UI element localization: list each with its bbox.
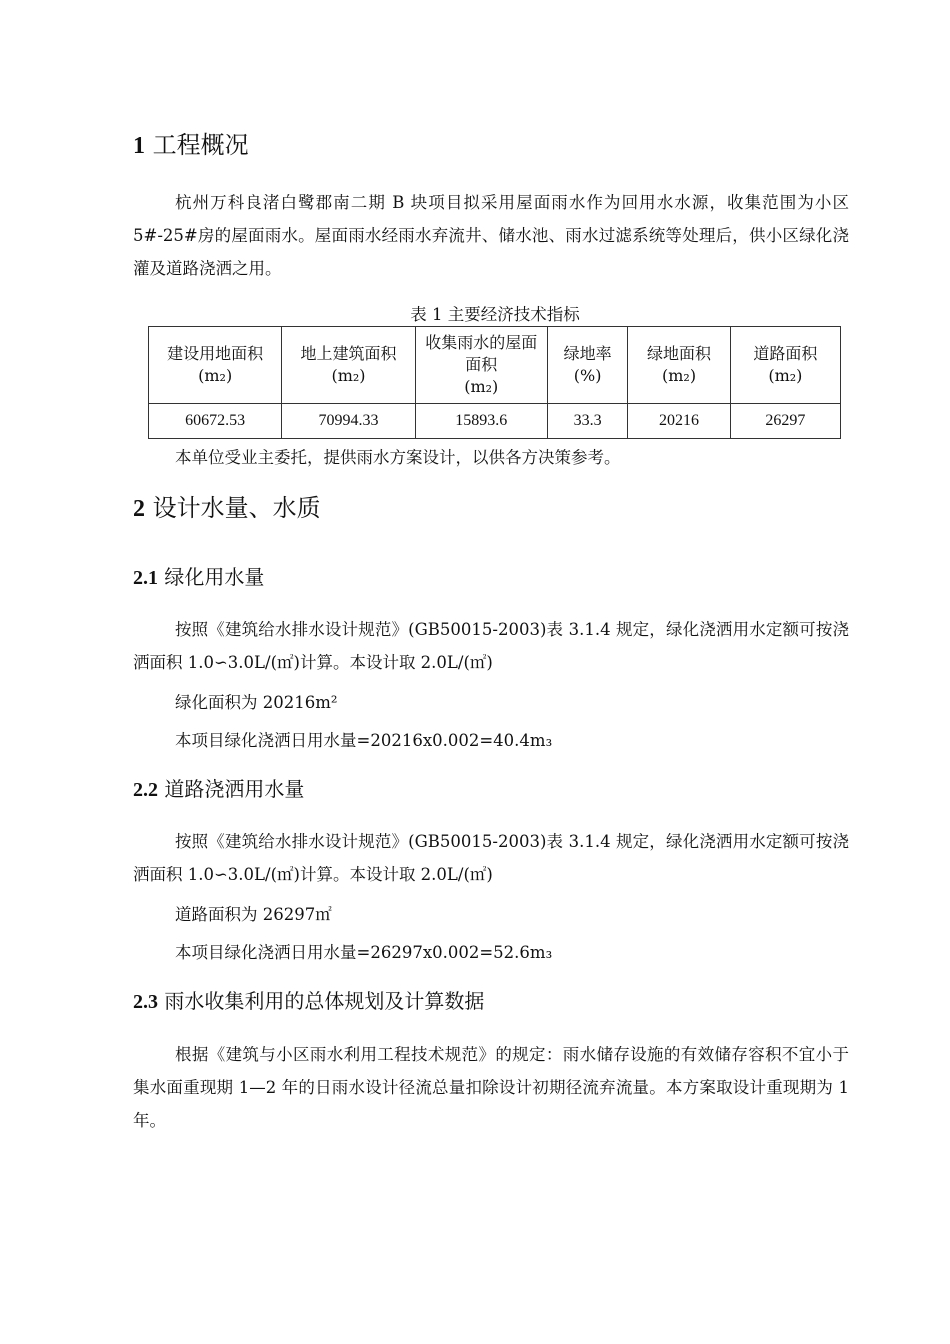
road-water-line: 本项目绿化浇洒日用水量=26297x0.002=52.6m₃	[175, 943, 553, 962]
header-unit: (%)	[573, 366, 602, 385]
green-area-line: 绿化面积为 20216m²	[175, 693, 338, 712]
table-header-cell	[282, 327, 415, 404]
header-unit: (m₂)	[331, 366, 366, 385]
table-cell: 60672.53	[149, 404, 282, 439]
section-2-heading	[133, 493, 321, 524]
table-header-cell	[628, 327, 730, 404]
table-caption: 表 1 主要经济技术指标	[410, 305, 580, 324]
table-row	[149, 404, 841, 439]
table-cell: 70994.33	[282, 404, 415, 439]
section-2-3-paragraph: 根据《建筑与小区雨水利用工程技术规范》的规定：雨水储存设施的有效储存容积不宜小于集水面重现期 1—2 年的日雨水设计径流总量扣除设计初期径流弃流量。本方案取设计重现期为 1 年。	[133, 1045, 849, 1130]
table-cell: 20216	[628, 404, 730, 439]
section-2-1-paragraph: 按照《建筑给水排水设计规范》(GB50015-2003)表 3.1.4 规定，绿化浇洒用水定额可按浇洒面积 1.0∽3.0L/(㎡)计算。本设计取 2.0L/(㎡)	[133, 620, 849, 672]
header-name: 道路面积	[753, 344, 818, 363]
table-cell: 15893.6	[415, 404, 547, 439]
header-name: 绿地面积	[647, 344, 712, 363]
green-water-line: 本项目绿化浇洒日用水量=20216x0.002=40.4m₃	[175, 731, 553, 750]
table-cell: 26297	[730, 404, 840, 439]
section-1-paragraph: 杭州万科良渚白鹭郡南二期 B 块项目拟采用屋面雨水作为回用水水源，收集范围为小区 5#-25#房的屋面雨水。屋面雨水经雨水弃流井、储水池、雨水过滤系统等处理后，供小区绿化浇灌及道路浇洒之用。	[133, 193, 849, 278]
section-2-3-number: 2.3	[133, 991, 158, 1013]
section-2-2-title: 道路浇洒用水量	[164, 777, 305, 801]
section-1-title: 工程概况	[152, 131, 249, 159]
section-2-2-heading	[133, 776, 304, 803]
section-1-number: 1	[133, 133, 145, 159]
section-2-2-paragraph: 按照《建筑给水排水设计规范》(GB50015-2003)表 3.1.4 规定，绿化浇洒用水定额可按浇洒面积 1.0∽3.0L/(㎡)计算。本设计取 2.0L/(㎡)	[133, 832, 849, 884]
section-2-2-number: 2.2	[133, 779, 158, 801]
header-name: 收集雨水的屋面面积	[425, 333, 538, 374]
section-1-heading	[133, 130, 249, 161]
header-name: 建设用地面积	[167, 344, 264, 363]
section-2-title: 设计水量、水质	[152, 494, 321, 522]
header-name: 地上建筑面积	[300, 344, 397, 363]
section-1-note: 本单位受业主委托，提供雨水方案设计，以供各方决策参考。	[175, 448, 621, 467]
header-unit: (m₂)	[662, 366, 697, 385]
section-2-3-heading	[133, 988, 484, 1015]
section-2-number: 2	[133, 496, 145, 522]
header-unit: (m₂)	[768, 366, 803, 385]
table-header-cell	[415, 327, 547, 404]
road-area-line: 道路面积为 26297㎡	[175, 905, 332, 924]
table-header-row	[149, 327, 841, 404]
table-header-cell	[730, 327, 840, 404]
section-2-1-title: 绿化用水量	[164, 565, 265, 589]
table-header-cell	[547, 327, 627, 404]
header-unit: (m₂)	[198, 366, 233, 385]
section-2-1-heading	[133, 564, 264, 591]
indicators-table	[148, 326, 841, 439]
section-2-3-title: 雨水收集利用的总体规划及计算数据	[164, 989, 485, 1013]
header-unit: (m₂)	[464, 377, 499, 396]
header-name: 绿地率	[563, 344, 612, 363]
table-cell: 33.3	[547, 404, 627, 439]
table-header-cell	[149, 327, 282, 404]
section-2-1-number: 2.1	[133, 567, 158, 589]
